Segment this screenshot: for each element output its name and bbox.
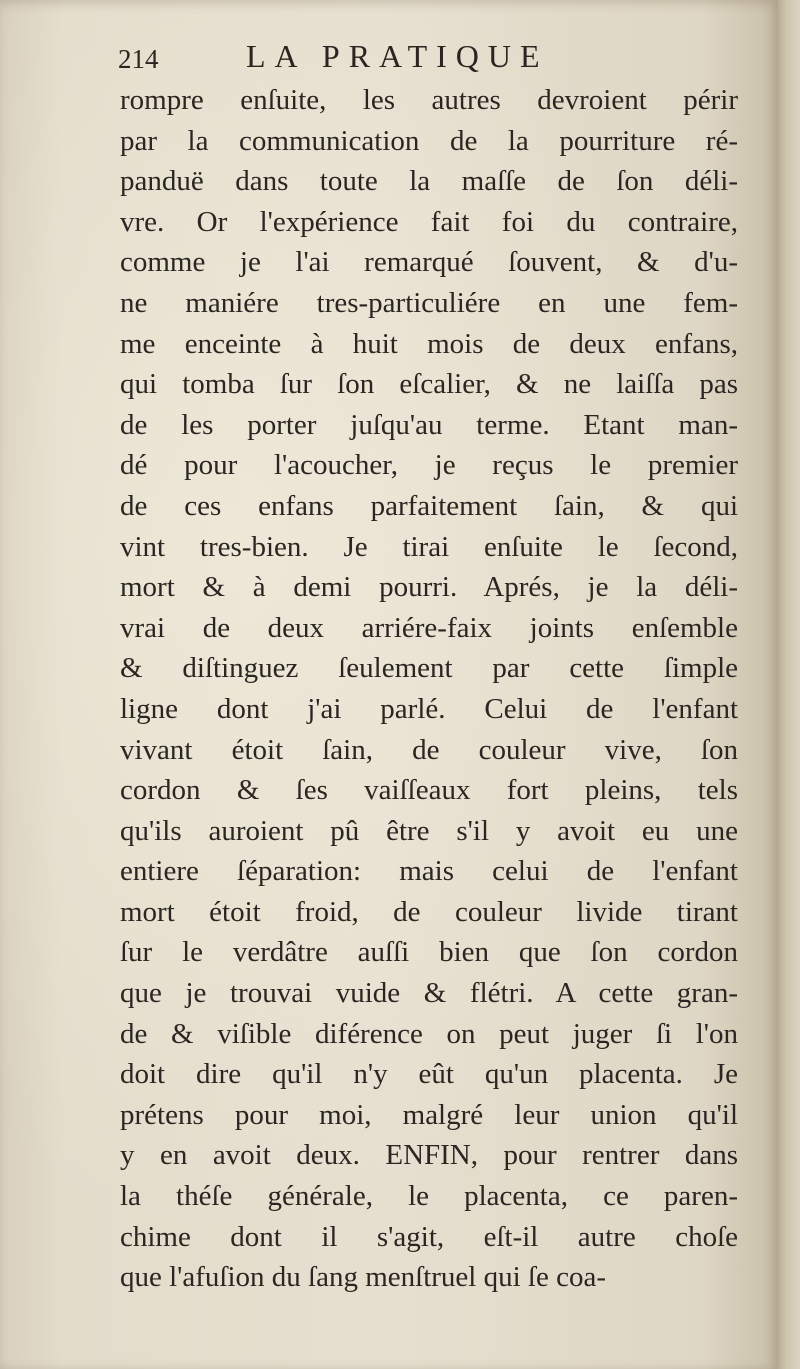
text-line: prétens pour moi, malgré leur union qu'il [120, 1098, 738, 1131]
text-line: ligne dont j'ai parlé. Celui de l'enfant [120, 692, 738, 725]
page-heading: LA PRATIQUE [246, 38, 549, 74]
text-line: rompre enſuite, les autres devroient périr [120, 84, 738, 116]
text-line: cordon & ſes vaiſſeaux fort pleins, tels [120, 774, 738, 807]
text-line: par la communication de la pourriture ré- [120, 124, 738, 157]
text-line: qu'ils auroient pû être s'il y avoit eu une [120, 814, 738, 847]
text-line: de les porter juſqu'au terme. Etant man- [120, 408, 738, 441]
page-edge [778, 0, 800, 1369]
text-line: chime dont il s'agit, eſt-il autre choſe [120, 1220, 738, 1253]
text-line: vrai de deux arriére-faix joints enſemble [120, 611, 738, 644]
text-line: y en avoit deux. ENFIN, pour rentrer dans [120, 1139, 738, 1172]
text-line: ſur le verdâtre auſſi bien que ſon cordon [120, 936, 738, 969]
text-line: comme je l'ai remarqué ſouvent, & d'u- [120, 246, 738, 279]
text-line: me enceinte à huit mois de deux enfans, [120, 327, 738, 360]
text-line: mort étoit froid, de couleur livide tirant [120, 895, 738, 928]
running-head [118, 38, 738, 82]
text-line: que je trouvai vuide & flétri. A cette gran- [120, 977, 738, 1010]
text-line: dé pour l'acoucher, je reçus le premier [120, 449, 738, 482]
body-text [120, 80, 738, 1298]
text-line: panduë dans toute la maſſe de ſon déli- [120, 165, 738, 198]
text-line: entiere ſéparation: mais celui de l'enfant [120, 855, 738, 888]
text-line: vint tres-bien. Je tirai enſuite le ſecond, [120, 530, 738, 563]
text-line: de & viſible diférence on peut juger ſi l'on [120, 1017, 738, 1050]
page-number: 214 [118, 44, 159, 74]
text-line: doit dire qu'il n'y eût qu'un placenta. Je [120, 1058, 738, 1091]
text-line: que l'afuſion du ſang menſtruel qui ſe coa- [120, 1261, 606, 1294]
text-line: ne maniére tres-particuliére en une fem- [120, 286, 738, 319]
text-line: & diſtinguez ſeulement par cette ſimple [120, 652, 738, 685]
text-line: mort & à demi pourri. Aprés, je la déli- [120, 571, 738, 604]
text-line: qui tomba ſur ſon eſcalier, & ne laiſſa pas [120, 368, 738, 401]
text-line: la théſe générale, le placenta, ce paren- [120, 1180, 738, 1213]
text-line: de ces enfans parfaitement ſain, & qui [120, 489, 738, 522]
text-line: vre. Or l'expérience fait foi du contraire, [120, 205, 738, 238]
text-line: vivant étoit ſain, de couleur vive, ſon [120, 733, 738, 766]
